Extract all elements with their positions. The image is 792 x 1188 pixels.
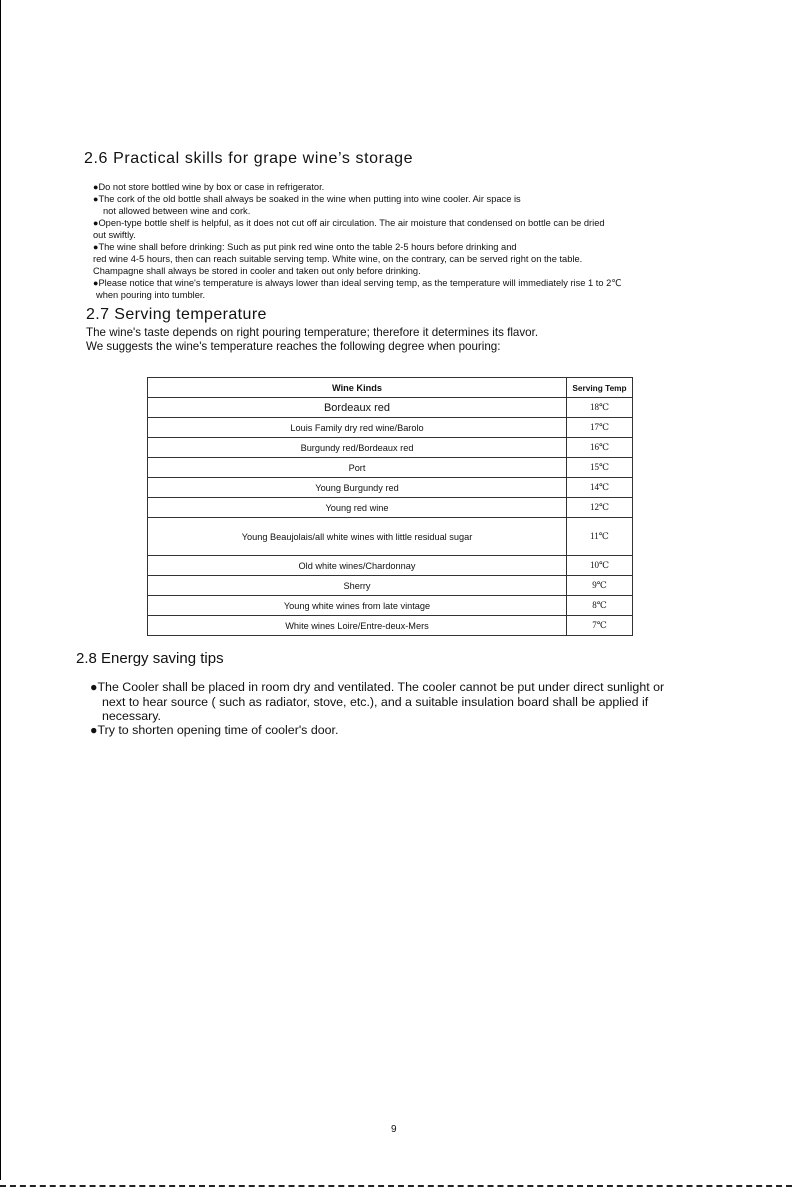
serving-temp-cell: 16℃ [567, 438, 633, 458]
energy-tip-1-cont-2: necessary. [102, 709, 161, 723]
storage-tip-1: ●Do not store bottled wine by box or case in refrigerator. [93, 182, 325, 192]
wine-kind-cell: Bordeaux red [148, 398, 567, 418]
wine-kind-cell: Young Burgundy red [148, 478, 567, 498]
serving-temp-cell: 10℃ [567, 556, 633, 576]
wine-kind-cell: Old white wines/Chardonnay [148, 556, 567, 576]
serving-temp-cell: 15℃ [567, 458, 633, 478]
wine-kind-cell: Burgundy red/Bordeaux red [148, 438, 567, 458]
wine-kind-cell: Young red wine [148, 498, 567, 518]
storage-tip-3-cont: out swiftly. [93, 230, 136, 240]
serving-intro-1: The wine's taste depends on right pouring temperature; therefore it determines its flavor. [86, 326, 539, 339]
serving-intro-2: We suggests the wine's temperature reaches the following degree when pouring: [86, 340, 501, 353]
header-serving-temp: Serving Temp [567, 378, 633, 398]
left-page-edge [0, 0, 1, 1180]
serving-temp-cell: 12℃ [567, 498, 633, 518]
table-row [148, 518, 633, 556]
energy-tip-1: ●The Cooler shall be placed in room dry and ventilated. The cooler cannot be put under direct sunlight or [90, 680, 665, 694]
serving-temp-cell: 9℃ [567, 576, 633, 596]
bullet-icon: ● [90, 723, 98, 737]
table-row [148, 438, 633, 458]
storage-tip-5: ●Please notice that wine's temperature is always lower than ideal serving temp, as the temperature will immediately rise 1 to 2℃ [93, 278, 622, 288]
bullet-icon: ● [93, 182, 99, 192]
bottom-dashed-edge [0, 1185, 792, 1187]
serving-temperature-table [147, 377, 633, 636]
storage-tip-4: ●The wine shall before drinking: Such as put pink red wine onto the table 2-5 hours before drinking and [93, 242, 517, 252]
serving-temp-cell: 8℃ [567, 596, 633, 616]
wine-kind-cell: White wines Loire/Entre-deux-Mers [148, 616, 567, 636]
storage-tip-2: ●The cork of the old bottle shall always be soaked in the wine when putting into wine cooler. Air space is [93, 194, 521, 204]
serving-temp-cell: 7℃ [567, 616, 633, 636]
storage-tip-2-cont: not allowed between wine and cork. [103, 206, 251, 216]
section-heading-serving-temperature: 2.7 Serving temperature [86, 306, 267, 323]
wine-kind-cell: Sherry [148, 576, 567, 596]
wine-kind-cell: Port [148, 458, 567, 478]
table-row [148, 458, 633, 478]
serving-temp-cell: 17℃ [567, 418, 633, 438]
wine-kind-cell: Louis Family dry red wine/Barolo [148, 418, 567, 438]
serving-temp-cell: 18℃ [567, 398, 633, 418]
energy-tip-2: ●Try to shorten opening time of cooler's door. [90, 723, 339, 737]
section-heading-energy-saving: 2.8 Energy saving tips [76, 650, 224, 667]
bullet-icon: ● [90, 680, 98, 694]
bullet-icon: ● [93, 218, 99, 228]
bullet-icon: ● [93, 194, 99, 204]
table-row [148, 398, 633, 418]
table-row [148, 498, 633, 518]
serving-temp-cell: 14℃ [567, 478, 633, 498]
wine-kind-cell: Young white wines from late vintage [148, 596, 567, 616]
table-row [148, 556, 633, 576]
section-heading-storage: 2.6 Practical skills for grape wine’s storage [84, 150, 414, 167]
energy-tip-1-cont-1: next to hear source ( such as radiator, stove, etc.), and a suitable insulation board shall be applied if [102, 695, 649, 709]
storage-tip-4-cont-1: red wine 4-5 hours, then can reach suitable serving temp. White wine, on the contrary, can be served right on the table. [93, 254, 583, 264]
wine-kind-cell: Young Beaujolais/all white wines with little residual sugar [148, 518, 567, 556]
page-number: 9 [391, 1124, 397, 1135]
storage-tip-4-cont-2: Champagne shall always be stored in cooler and taken out only before drinking. [93, 266, 421, 276]
table-row [148, 616, 633, 636]
serving-temp-cell: 11℃ [567, 518, 633, 556]
table-row [148, 478, 633, 498]
table-header-row [148, 378, 633, 398]
table-row [148, 596, 633, 616]
table-row [148, 576, 633, 596]
storage-tip-3: ●Open-type bottle shelf is helpful, as it does not cut off air circulation. The air moisture that condensed on bottle can be dried [93, 218, 605, 228]
bullet-icon: ● [93, 278, 99, 288]
header-wine-kinds: Wine Kinds [148, 378, 567, 398]
storage-tip-5-cont: when pouring into tumbler. [96, 290, 206, 300]
table-row [148, 418, 633, 438]
bullet-icon: ● [93, 242, 99, 252]
